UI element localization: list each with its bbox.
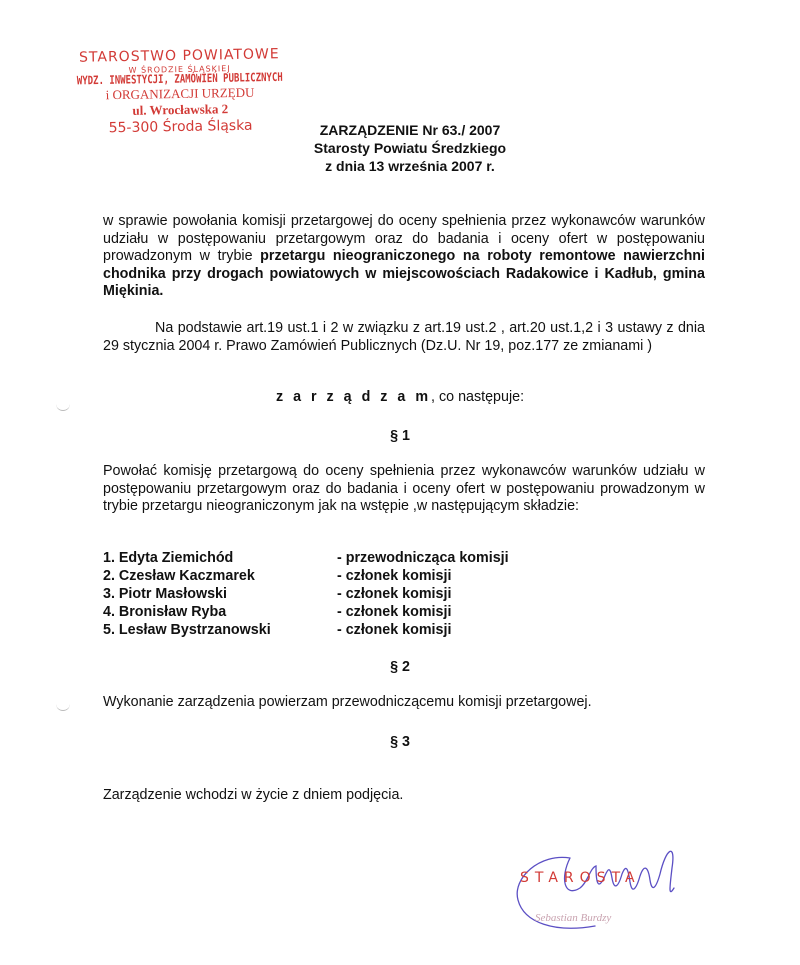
order-word: z a r z ą d z a m	[275, 389, 432, 405]
subject-paragraph	[103, 213, 705, 301]
stamp-line-2: W ŚRODZIE ŚLĄSKIEJ	[128, 64, 231, 75]
member-role: - członek komisji	[337, 568, 452, 584]
signature-stamp-title: STAROSTA	[520, 870, 641, 886]
section-3-text: Zarządzenie wchodzi w życie z dniem podjęcia.	[103, 787, 404, 803]
member-role: - przewodnicząca komisji	[337, 550, 509, 566]
office-stamp	[69, 46, 290, 137]
order-line	[0, 389, 800, 405]
document-header	[280, 121, 540, 175]
stamp-line-3: WYDZ. INWESTYCJI, ZAMÓWIEŃ PUBLICZNYCH	[76, 71, 283, 89]
punch-hole-mark	[56, 700, 70, 711]
subject-text: w sprawie powołania komisji przetargowej do oceny spełnienia przez wykonawców warunków udziału w postępowaniu przetargowym oraz do badania i oceny ofert w postępowaniu prowadzonym w trybie	[103, 213, 705, 264]
punch-hole-mark	[56, 400, 70, 411]
issuing-authority: Starosty Powiatu Średzkiego	[313, 140, 507, 156]
subject-bold-text: przetargu nieograniczonego na roboty remontowe nawierzchni chodnika przy drogach powiatowych w miejscowościach Radakowice i Kadłub, gmina Miękinia.	[103, 248, 706, 299]
order-rest: , co następuje:	[431, 389, 525, 405]
section-2-text: Wykonanie zarządzenia powierzam przewodniczącemu komisji przetargowej.	[103, 694, 592, 710]
stamp-line-6: 55-300 Środa Śląska	[108, 117, 253, 137]
section-1-heading: § 1	[390, 428, 410, 444]
member-role: - członek komisji	[337, 586, 452, 602]
member-name: 3. Piotr Masłowski	[103, 586, 227, 602]
member-row	[103, 567, 583, 585]
committee-member-list	[103, 549, 583, 639]
stamp-line-5: ul. Wrocławska 2	[132, 101, 229, 118]
legal-basis-paragraph: Na podstawie art.19 ust.1 i 2 w związku z art.19 ust.2 , art.20 ust.1,2 i 3 ustawy z dnia 29 stycznia 2004 r. Prawo Zamówień Publicznych (Dz.U. Nr 19, poz.177 ze zmianami )	[103, 320, 705, 354]
document-title: ZARZĄDZENIE Nr 63./ 2007	[319, 122, 501, 138]
stamp-line-1: STAROSTWO POWIATOWE	[78, 46, 280, 66]
signature-stamp-name: Sebastian Burdzy	[535, 912, 612, 924]
member-name: 5. Lesław Bystrzanowski	[103, 622, 271, 638]
member-role: - członek komisji	[337, 604, 452, 620]
stamp-line-4: i ORGANIZACJI URZĘDU	[105, 84, 255, 103]
section-1-text: Powołać komisję przetargową do oceny spełnienia przez wykonawców warunków udziału w postępowaniu przetargowym oraz do badania i oceny ofert w postępowaniu prowadzonym w trybie przetargu nieograniczonym jak na wstępie ,w następującym składzie:	[103, 463, 705, 514]
member-name: 1. Edyta Ziemichód	[103, 550, 234, 566]
member-name: 2. Czesław Kaczmarek	[103, 568, 255, 584]
member-row	[103, 549, 583, 567]
member-role: - członek komisji	[337, 622, 452, 638]
member-row	[103, 585, 583, 603]
member-row	[103, 603, 583, 621]
document-date: z dnia 13 września 2007 r.	[325, 158, 495, 174]
section-3-heading: § 3	[390, 734, 410, 750]
section-2-heading: § 2	[390, 659, 410, 675]
member-row	[103, 621, 583, 639]
member-name: 4. Bronisław Ryba	[103, 604, 227, 620]
